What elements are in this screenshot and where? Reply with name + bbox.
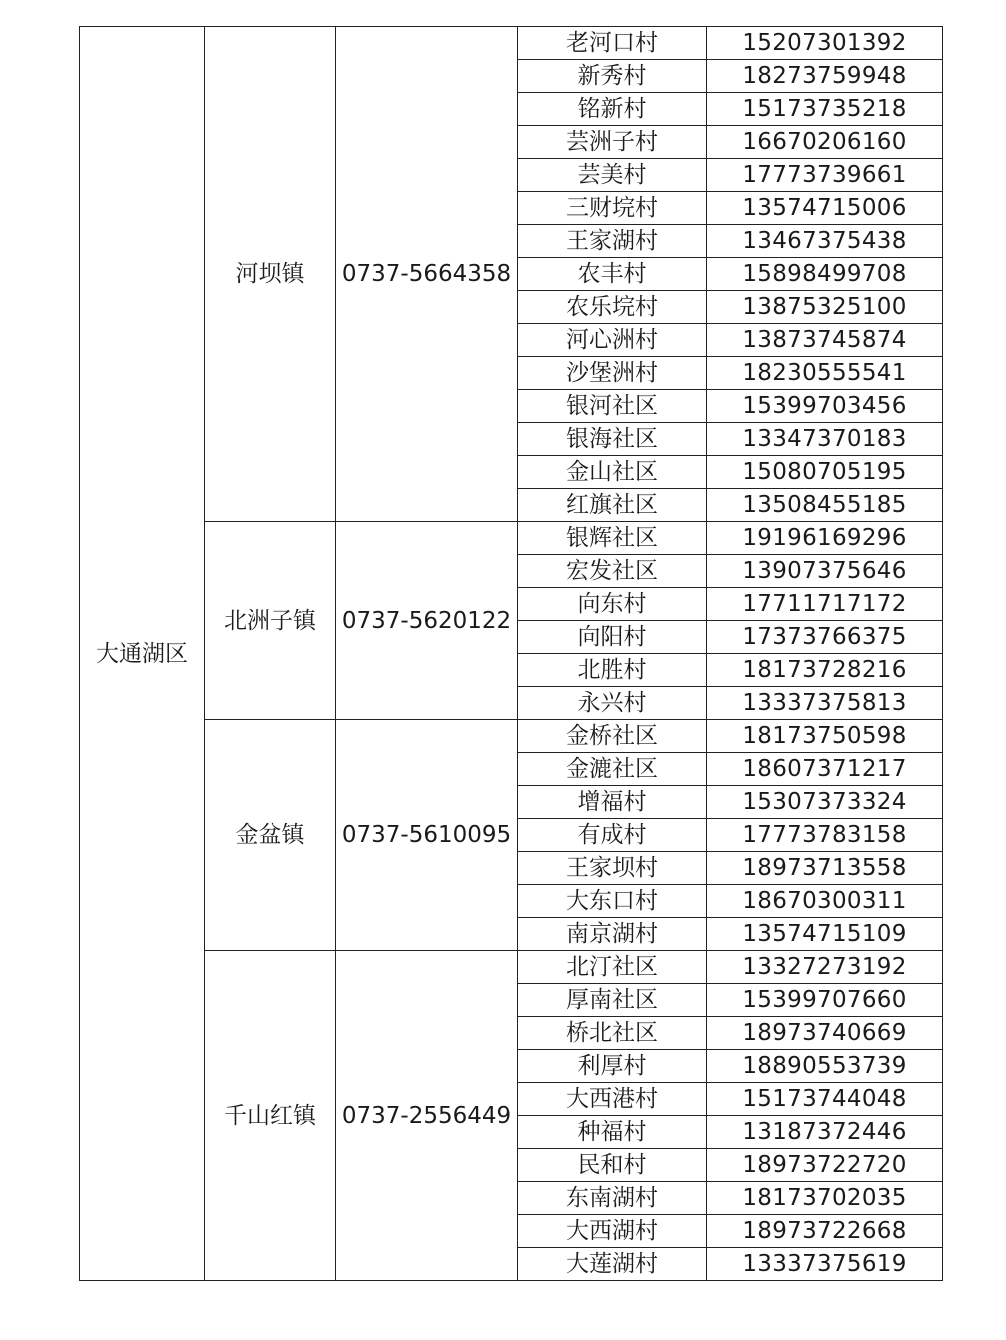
village-name-cell: 增福村 [518,786,707,819]
village-name-cell: 铭新村 [518,93,707,126]
village-phone-cell: 15080705195 [707,456,943,489]
town-name-cell: 金盆镇 [205,720,336,951]
village-phone-cell: 18973722668 [707,1215,943,1248]
table-row [80,720,943,753]
village-phone-cell: 18173750598 [707,720,943,753]
town-phone-cell: 0737-2556449 [336,951,518,1281]
village-phone-cell: 18607371217 [707,753,943,786]
village-name-cell: 芸洲子村 [518,126,707,159]
village-name-cell: 北胜村 [518,654,707,687]
village-phone-cell: 18273759948 [707,60,943,93]
village-name-cell: 金桥社区 [518,720,707,753]
village-phone-cell: 18230555541 [707,357,943,390]
contact-table-body [80,27,943,1281]
village-phone-cell: 15207301392 [707,27,943,60]
village-name-cell: 新秀村 [518,60,707,93]
village-phone-cell: 13875325100 [707,291,943,324]
district-cell: 大通湖区 [80,27,205,1281]
village-name-cell: 种福村 [518,1116,707,1149]
village-name-cell: 大西湖村 [518,1215,707,1248]
village-name-cell: 南京湖村 [518,918,707,951]
village-phone-cell: 15173744048 [707,1083,943,1116]
village-name-cell: 老河口村 [518,27,707,60]
village-name-cell: 北汀社区 [518,951,707,984]
village-phone-cell: 13337375813 [707,687,943,720]
village-phone-cell: 18973713558 [707,852,943,885]
village-phone-cell: 13467375438 [707,225,943,258]
village-name-cell: 有成村 [518,819,707,852]
town-phone-cell: 0737-5620122 [336,522,518,720]
village-phone-cell: 13873745874 [707,324,943,357]
town-phone-cell: 0737-5610095 [336,720,518,951]
village-phone-cell: 13347370183 [707,423,943,456]
village-name-cell: 金漉社区 [518,753,707,786]
village-name-cell: 银河社区 [518,390,707,423]
village-name-cell: 银辉社区 [518,522,707,555]
village-name-cell: 农乐垸村 [518,291,707,324]
village-phone-cell: 17773783158 [707,819,943,852]
village-phone-cell: 18670300311 [707,885,943,918]
village-name-cell: 河心洲村 [518,324,707,357]
village-phone-cell: 15399707660 [707,984,943,1017]
village-phone-cell: 13187372446 [707,1116,943,1149]
village-name-cell: 沙堡洲村 [518,357,707,390]
village-name-cell: 利厚村 [518,1050,707,1083]
village-phone-cell: 15307373324 [707,786,943,819]
village-name-cell: 大东口村 [518,885,707,918]
village-name-cell: 金山社区 [518,456,707,489]
village-phone-cell: 15173735218 [707,93,943,126]
village-phone-cell: 13508455185 [707,489,943,522]
village-name-cell: 大西港村 [518,1083,707,1116]
village-phone-cell: 15399703456 [707,390,943,423]
village-name-cell: 芸美村 [518,159,707,192]
village-name-cell: 三财垸村 [518,192,707,225]
village-name-cell: 王家湖村 [518,225,707,258]
village-name-cell: 宏发社区 [518,555,707,588]
village-name-cell: 红旗社区 [518,489,707,522]
table-row [80,27,943,60]
village-phone-cell: 13327273192 [707,951,943,984]
table-row [80,522,943,555]
village-name-cell: 向东村 [518,588,707,621]
village-name-cell: 永兴村 [518,687,707,720]
village-name-cell: 厚南社区 [518,984,707,1017]
village-phone-cell: 17373766375 [707,621,943,654]
village-name-cell: 王家坝村 [518,852,707,885]
village-phone-cell: 17711717172 [707,588,943,621]
town-name-cell: 北洲子镇 [205,522,336,720]
village-phone-cell: 15898499708 [707,258,943,291]
village-name-cell: 银海社区 [518,423,707,456]
town-phone-cell: 0737-5664358 [336,27,518,522]
village-phone-cell: 18973740669 [707,1017,943,1050]
village-phone-cell: 17773739661 [707,159,943,192]
village-phone-cell: 18173702035 [707,1182,943,1215]
village-phone-cell: 13907375646 [707,555,943,588]
village-name-cell: 大莲湖村 [518,1248,707,1281]
village-phone-cell: 19196169296 [707,522,943,555]
village-name-cell: 东南湖村 [518,1182,707,1215]
village-name-cell: 向阳村 [518,621,707,654]
village-phone-cell: 13574715006 [707,192,943,225]
contact-table [79,26,943,1281]
village-phone-cell: 13574715109 [707,918,943,951]
village-name-cell: 桥北社区 [518,1017,707,1050]
table-row [80,951,943,984]
village-name-cell: 民和村 [518,1149,707,1182]
village-phone-cell: 18890553739 [707,1050,943,1083]
village-phone-cell: 13337375619 [707,1248,943,1281]
village-phone-cell: 18973722720 [707,1149,943,1182]
town-name-cell: 河坝镇 [205,27,336,522]
village-phone-cell: 16670206160 [707,126,943,159]
village-name-cell: 农丰村 [518,258,707,291]
town-name-cell: 千山红镇 [205,951,336,1281]
village-phone-cell: 18173728216 [707,654,943,687]
